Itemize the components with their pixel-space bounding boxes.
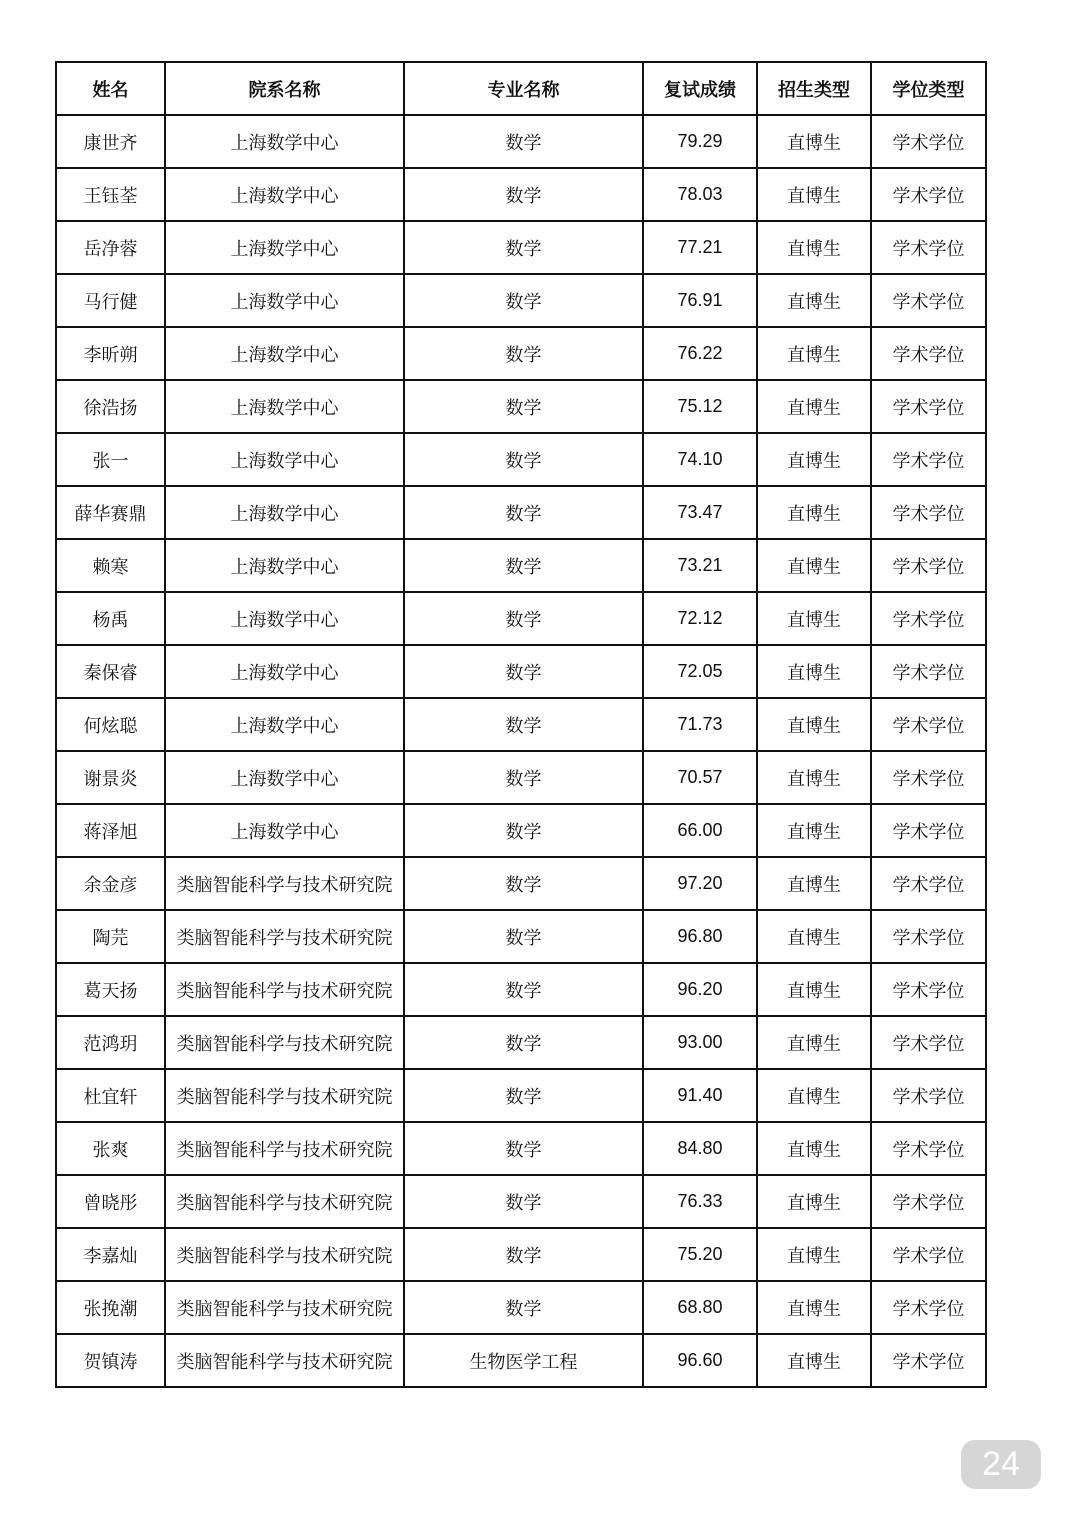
cell-department: 上海数学中心 bbox=[165, 698, 404, 751]
table-row bbox=[56, 274, 986, 327]
cell-department: 上海数学中心 bbox=[165, 486, 404, 539]
cell-admission-type: 直博生 bbox=[757, 804, 871, 857]
cell-score: 72.12 bbox=[643, 592, 757, 645]
cell-name: 康世齐 bbox=[56, 115, 165, 168]
cell-score: 75.20 bbox=[643, 1228, 757, 1281]
cell-degree-type: 学术学位 bbox=[871, 433, 986, 486]
cell-major: 数学 bbox=[404, 1228, 643, 1281]
cell-name: 张爽 bbox=[56, 1122, 165, 1175]
cell-name: 余金彦 bbox=[56, 857, 165, 910]
cell-degree-type: 学术学位 bbox=[871, 857, 986, 910]
cell-name: 陶芫 bbox=[56, 910, 165, 963]
cell-major: 数学 bbox=[404, 274, 643, 327]
cell-admission-type: 直博生 bbox=[757, 433, 871, 486]
cell-name: 岳净蓉 bbox=[56, 221, 165, 274]
cell-degree-type: 学术学位 bbox=[871, 1281, 986, 1334]
cell-major: 数学 bbox=[404, 1069, 643, 1122]
cell-degree-type: 学术学位 bbox=[871, 963, 986, 1016]
cell-admission-type: 直博生 bbox=[757, 698, 871, 751]
cell-score: 79.29 bbox=[643, 115, 757, 168]
cell-degree-type: 学术学位 bbox=[871, 698, 986, 751]
cell-degree-type: 学术学位 bbox=[871, 1228, 986, 1281]
cell-degree-type: 学术学位 bbox=[871, 1016, 986, 1069]
cell-major: 数学 bbox=[404, 221, 643, 274]
cell-degree-type: 学术学位 bbox=[871, 539, 986, 592]
cell-score: 96.80 bbox=[643, 910, 757, 963]
cell-department: 类脑智能科学与技术研究院 bbox=[165, 857, 404, 910]
table-row bbox=[56, 380, 986, 433]
cell-major: 数学 bbox=[404, 168, 643, 221]
cell-score: 74.10 bbox=[643, 433, 757, 486]
cell-degree-type: 学术学位 bbox=[871, 274, 986, 327]
cell-department: 上海数学中心 bbox=[165, 221, 404, 274]
table-row bbox=[56, 115, 986, 168]
header-department: 院系名称 bbox=[165, 62, 404, 115]
cell-name: 曾晓彤 bbox=[56, 1175, 165, 1228]
cell-admission-type: 直博生 bbox=[757, 910, 871, 963]
cell-major: 数学 bbox=[404, 380, 643, 433]
cell-admission-type: 直博生 bbox=[757, 963, 871, 1016]
cell-name: 张挽潮 bbox=[56, 1281, 165, 1334]
table-row bbox=[56, 910, 986, 963]
cell-major: 生物医学工程 bbox=[404, 1334, 643, 1387]
cell-name: 秦保睿 bbox=[56, 645, 165, 698]
cell-department: 上海数学中心 bbox=[165, 645, 404, 698]
cell-degree-type: 学术学位 bbox=[871, 168, 986, 221]
page-number-badge: 24 bbox=[961, 1440, 1041, 1489]
cell-department: 类脑智能科学与技术研究院 bbox=[165, 910, 404, 963]
cell-major: 数学 bbox=[404, 1122, 643, 1175]
cell-name: 马行健 bbox=[56, 274, 165, 327]
cell-major: 数学 bbox=[404, 1281, 643, 1334]
table-row bbox=[56, 857, 986, 910]
cell-degree-type: 学术学位 bbox=[871, 1069, 986, 1122]
cell-degree-type: 学术学位 bbox=[871, 221, 986, 274]
cell-score: 97.20 bbox=[643, 857, 757, 910]
cell-major: 数学 bbox=[404, 857, 643, 910]
cell-department: 上海数学中心 bbox=[165, 115, 404, 168]
cell-admission-type: 直博生 bbox=[757, 1334, 871, 1387]
cell-admission-type: 直博生 bbox=[757, 1122, 871, 1175]
table-row bbox=[56, 1334, 986, 1387]
cell-score: 66.00 bbox=[643, 804, 757, 857]
cell-name: 范鸿玥 bbox=[56, 1016, 165, 1069]
cell-major: 数学 bbox=[404, 751, 643, 804]
cell-admission-type: 直博生 bbox=[757, 1016, 871, 1069]
cell-score: 96.20 bbox=[643, 963, 757, 1016]
header-score: 复试成绩 bbox=[643, 62, 757, 115]
cell-admission-type: 直博生 bbox=[757, 327, 871, 380]
table-row bbox=[56, 539, 986, 592]
cell-degree-type: 学术学位 bbox=[871, 486, 986, 539]
cell-department: 类脑智能科学与技术研究院 bbox=[165, 1281, 404, 1334]
table-row bbox=[56, 221, 986, 274]
cell-name: 赖寒 bbox=[56, 539, 165, 592]
cell-major: 数学 bbox=[404, 804, 643, 857]
cell-major: 数学 bbox=[404, 1016, 643, 1069]
cell-admission-type: 直博生 bbox=[757, 168, 871, 221]
cell-degree-type: 学术学位 bbox=[871, 380, 986, 433]
cell-score: 75.12 bbox=[643, 380, 757, 433]
cell-department: 类脑智能科学与技术研究院 bbox=[165, 1175, 404, 1228]
cell-department: 上海数学中心 bbox=[165, 274, 404, 327]
cell-degree-type: 学术学位 bbox=[871, 115, 986, 168]
cell-score: 76.33 bbox=[643, 1175, 757, 1228]
admission-results-table bbox=[55, 61, 987, 1388]
cell-department: 上海数学中心 bbox=[165, 327, 404, 380]
cell-major: 数学 bbox=[404, 698, 643, 751]
cell-admission-type: 直博生 bbox=[757, 115, 871, 168]
table-row bbox=[56, 804, 986, 857]
cell-score: 91.40 bbox=[643, 1069, 757, 1122]
cell-admission-type: 直博生 bbox=[757, 1069, 871, 1122]
cell-score: 70.57 bbox=[643, 751, 757, 804]
cell-department: 类脑智能科学与技术研究院 bbox=[165, 1228, 404, 1281]
cell-score: 93.00 bbox=[643, 1016, 757, 1069]
cell-degree-type: 学术学位 bbox=[871, 327, 986, 380]
cell-department: 上海数学中心 bbox=[165, 804, 404, 857]
table-row bbox=[56, 486, 986, 539]
cell-score: 73.21 bbox=[643, 539, 757, 592]
cell-name: 贺镇涛 bbox=[56, 1334, 165, 1387]
table-row bbox=[56, 751, 986, 804]
header-name: 姓名 bbox=[56, 62, 165, 115]
cell-degree-type: 学术学位 bbox=[871, 1122, 986, 1175]
cell-degree-type: 学术学位 bbox=[871, 751, 986, 804]
cell-admission-type: 直博生 bbox=[757, 539, 871, 592]
cell-major: 数学 bbox=[404, 433, 643, 486]
cell-admission-type: 直博生 bbox=[757, 1175, 871, 1228]
cell-name: 王钰荃 bbox=[56, 168, 165, 221]
cell-score: 96.60 bbox=[643, 1334, 757, 1387]
cell-degree-type: 学术学位 bbox=[871, 1175, 986, 1228]
cell-department: 类脑智能科学与技术研究院 bbox=[165, 1069, 404, 1122]
cell-admission-type: 直博生 bbox=[757, 486, 871, 539]
table-row bbox=[56, 168, 986, 221]
cell-degree-type: 学术学位 bbox=[871, 645, 986, 698]
cell-name: 薛华赛鼎 bbox=[56, 486, 165, 539]
cell-score: 72.05 bbox=[643, 645, 757, 698]
cell-name: 李昕朔 bbox=[56, 327, 165, 380]
table-row bbox=[56, 592, 986, 645]
cell-major: 数学 bbox=[404, 486, 643, 539]
table-row bbox=[56, 698, 986, 751]
cell-department: 类脑智能科学与技术研究院 bbox=[165, 1016, 404, 1069]
cell-degree-type: 学术学位 bbox=[871, 804, 986, 857]
table-header-row bbox=[56, 62, 986, 115]
cell-major: 数学 bbox=[404, 645, 643, 698]
cell-score: 76.91 bbox=[643, 274, 757, 327]
cell-department: 上海数学中心 bbox=[165, 433, 404, 486]
cell-major: 数学 bbox=[404, 592, 643, 645]
cell-name: 杜宜轩 bbox=[56, 1069, 165, 1122]
cell-name: 谢景炎 bbox=[56, 751, 165, 804]
cell-major: 数学 bbox=[404, 539, 643, 592]
cell-score: 71.73 bbox=[643, 698, 757, 751]
cell-department: 类脑智能科学与技术研究院 bbox=[165, 963, 404, 1016]
cell-admission-type: 直博生 bbox=[757, 1228, 871, 1281]
cell-score: 68.80 bbox=[643, 1281, 757, 1334]
cell-score: 78.03 bbox=[643, 168, 757, 221]
cell-department: 上海数学中心 bbox=[165, 380, 404, 433]
cell-major: 数学 bbox=[404, 963, 643, 1016]
cell-admission-type: 直博生 bbox=[757, 274, 871, 327]
header-admission-type: 招生类型 bbox=[757, 62, 871, 115]
cell-major: 数学 bbox=[404, 1175, 643, 1228]
cell-department: 类脑智能科学与技术研究院 bbox=[165, 1122, 404, 1175]
cell-department: 类脑智能科学与技术研究院 bbox=[165, 1334, 404, 1387]
cell-name: 李嘉灿 bbox=[56, 1228, 165, 1281]
table-row bbox=[56, 1016, 986, 1069]
cell-admission-type: 直博生 bbox=[757, 380, 871, 433]
table-row bbox=[56, 1175, 986, 1228]
table-row bbox=[56, 1069, 986, 1122]
cell-major: 数学 bbox=[404, 327, 643, 380]
cell-department: 上海数学中心 bbox=[165, 592, 404, 645]
cell-department: 上海数学中心 bbox=[165, 168, 404, 221]
cell-admission-type: 直博生 bbox=[757, 592, 871, 645]
cell-major: 数学 bbox=[404, 115, 643, 168]
cell-department: 上海数学中心 bbox=[165, 539, 404, 592]
table-row bbox=[56, 1281, 986, 1334]
cell-admission-type: 直博生 bbox=[757, 751, 871, 804]
table-row bbox=[56, 1228, 986, 1281]
header-degree-type: 学位类型 bbox=[871, 62, 986, 115]
cell-score: 73.47 bbox=[643, 486, 757, 539]
cell-degree-type: 学术学位 bbox=[871, 592, 986, 645]
cell-degree-type: 学术学位 bbox=[871, 910, 986, 963]
cell-score: 77.21 bbox=[643, 221, 757, 274]
cell-name: 葛天扬 bbox=[56, 963, 165, 1016]
cell-score: 84.80 bbox=[643, 1122, 757, 1175]
header-major: 专业名称 bbox=[404, 62, 643, 115]
cell-name: 蒋泽旭 bbox=[56, 804, 165, 857]
table-row bbox=[56, 327, 986, 380]
cell-name: 徐浩扬 bbox=[56, 380, 165, 433]
cell-admission-type: 直博生 bbox=[757, 1281, 871, 1334]
cell-admission-type: 直博生 bbox=[757, 221, 871, 274]
table-body bbox=[56, 115, 986, 1387]
table-row bbox=[56, 433, 986, 486]
cell-admission-type: 直博生 bbox=[757, 857, 871, 910]
cell-major: 数学 bbox=[404, 910, 643, 963]
table-row bbox=[56, 1122, 986, 1175]
cell-name: 杨禹 bbox=[56, 592, 165, 645]
cell-name: 何炫聪 bbox=[56, 698, 165, 751]
table-row bbox=[56, 963, 986, 1016]
cell-degree-type: 学术学位 bbox=[871, 1334, 986, 1387]
cell-score: 76.22 bbox=[643, 327, 757, 380]
cell-department: 上海数学中心 bbox=[165, 751, 404, 804]
table-row bbox=[56, 645, 986, 698]
cell-name: 张一 bbox=[56, 433, 165, 486]
cell-admission-type: 直博生 bbox=[757, 645, 871, 698]
